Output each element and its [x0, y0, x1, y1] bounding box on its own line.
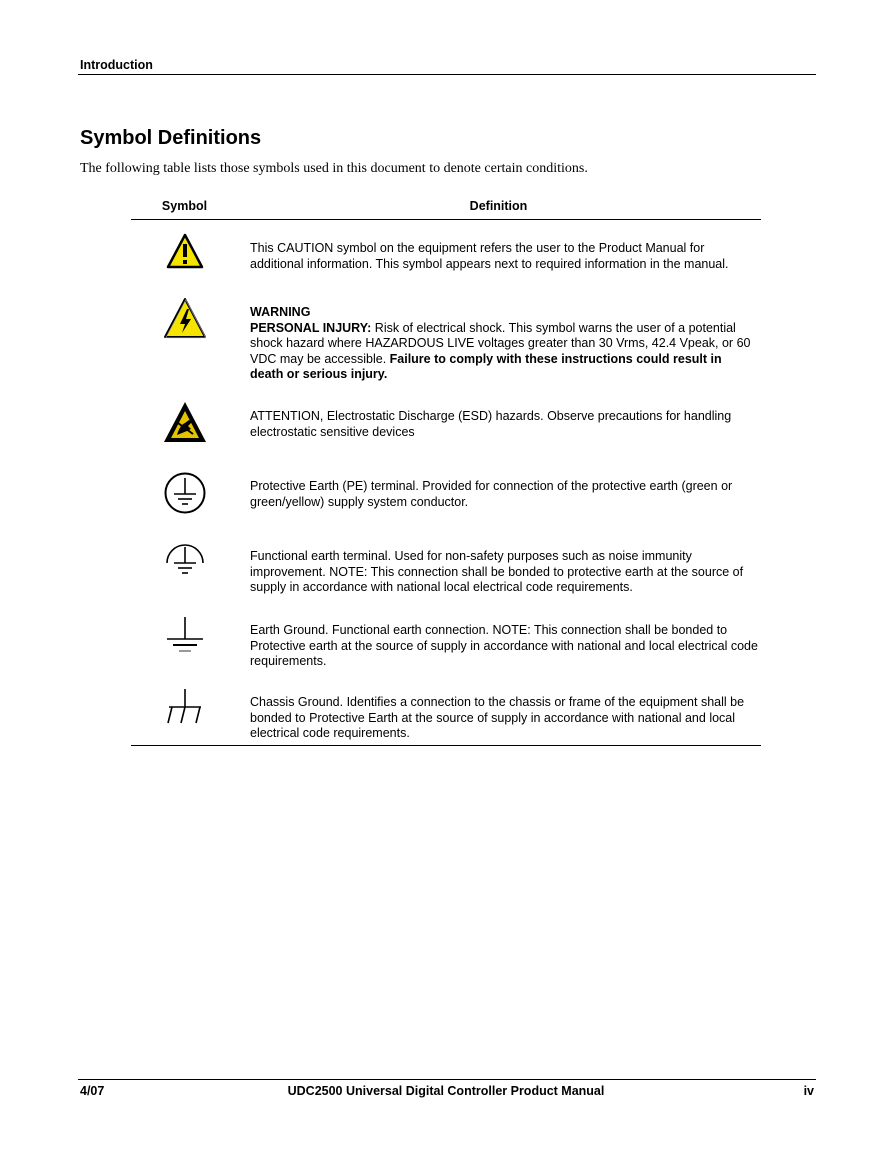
table-row [131, 687, 761, 745]
column-header-definition: Definition [469, 199, 528, 213]
definition-text: This CAUTION symbol on the equipment refers the user to the Product Manual for additional information. This symbol appears next to required information in the manual. [250, 241, 729, 271]
table-row [131, 233, 761, 283]
table-row [131, 541, 761, 601]
warning-definition [250, 305, 758, 383]
warning-tail: Failure to comply with these instructions could result in death or serious injury. [250, 351, 722, 382]
table-row [131, 471, 761, 521]
table-row [131, 401, 761, 451]
header-divider [78, 74, 816, 75]
definition-text: Functional earth terminal. Used for non-safety purposes such as noise immunity improvement. NOTE: This connection shall be bonded to protective earth at the source of supply in accordance with national local electrical code requirements. [250, 549, 744, 595]
definition-text: ATTENTION, Electrostatic Discharge (ESD) hazards. Observe precautions for handling electrostatic sensitive devices [250, 409, 732, 439]
footer-divider [78, 1079, 816, 1080]
table-header-row [131, 197, 761, 220]
warning-lead: PERSONAL INJURY: [250, 320, 372, 335]
esd-hazard-icon [158, 401, 212, 443]
chassis-ground-icon [158, 687, 212, 729]
symbol-table [131, 197, 761, 741]
earth-ground-icon [158, 615, 212, 657]
warning-body: Risk of electrical shock. This symbol warns the user of a potential shock hazard where HAZARDOUS LIVE voltages greater than 30 Vrms, 42.4 Vpeak, or 60 VDC may be accessible. [250, 320, 751, 366]
definition-text: Protective Earth (PE) terminal. Provided for connection of the protective earth (green or green/yellow) supply system conductor. [250, 479, 733, 509]
protective-earth-icon [158, 471, 212, 515]
electrical-shock-warning-icon [158, 297, 212, 339]
definition-text: Earth Ground. Functional earth connection. NOTE: This connection shall be bonded to Protective earth at the source of supply in accordance with national and local electrical code requirements. [250, 623, 758, 669]
definition-text: Chassis Ground. Identifies a connection to the chassis or frame of the equipment shall be bonded to Protective Earth at the source of supply in accordance with national and local electrical code requirements. [250, 695, 745, 741]
column-header-symbol: Symbol [161, 199, 208, 213]
footer-date: 4/07 [80, 1084, 105, 1098]
table-row [131, 615, 761, 675]
running-header: Introduction [80, 58, 153, 72]
intro-paragraph: The following table lists those symbols used in this document to denote certain conditions. [80, 161, 588, 176]
warning-heading: WARNING [250, 305, 311, 319]
table-bottom-rule [131, 745, 761, 746]
footer-manual-title: UDC2500 Universal Digital Controller Product Manual [287, 1084, 605, 1098]
caution-triangle-icon [158, 233, 212, 269]
footer-page-number: iv [803, 1084, 814, 1098]
table-row [131, 297, 761, 392]
functional-earth-icon [158, 541, 212, 583]
page-title: Symbol Definitions [80, 127, 262, 149]
